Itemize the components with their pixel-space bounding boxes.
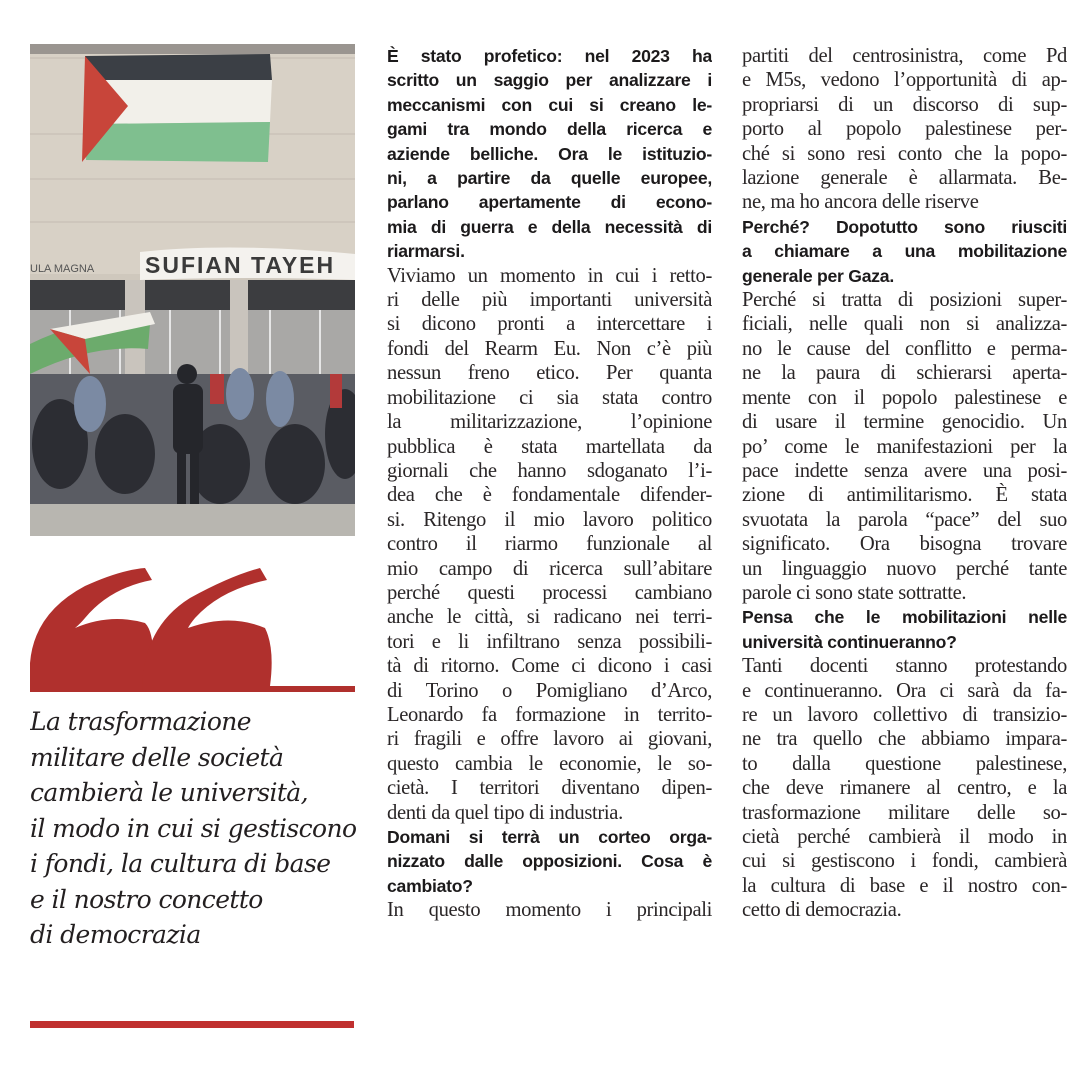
interview-answer-line: si dicono pronti a intercettare i (387, 313, 712, 336)
interview-answer-line: cietà perché cambierà il modo in (742, 826, 1067, 848)
interview-answer-line: la cultura di base e il nostro con- (742, 874, 1067, 897)
interview-answer-line: Leonardo fa formazione in territo- (387, 703, 712, 726)
interview-answer-line: perché questi processi cambiano (387, 581, 712, 604)
pull-quote-line: e il nostro concetto (30, 884, 263, 914)
interview-answer-line: mio campo di ricerca sull’abitare (387, 557, 712, 580)
interview-answer-line: ri delle più importanti università (387, 289, 712, 312)
interview-answer-line: porto al popolo palestinese per- (742, 118, 1067, 141)
interview-answer-line: denti da quel tipo di industria. (387, 801, 623, 824)
interview-answer-line: significato. Ora bisogna trovare (742, 533, 1067, 556)
interview-answer-line: ne tra quello che abbiamo impara- (742, 728, 1067, 751)
interview-answer-line: propriarsi di un discorso di sup- (742, 93, 1067, 116)
interview-question-line: a chiamare a una mobilitazione (742, 241, 1067, 262)
interview-answer-line: nessun freno etico. Per quanta (387, 362, 712, 385)
interview-answer-line: mobilitazione ci sia stata contro (387, 386, 712, 409)
interview-answer-line: cetto di democrazia. (742, 899, 902, 922)
interview-question-line: cambiato? (387, 875, 473, 896)
interview-answer-line: che deve rimanere al centro, e la (742, 777, 1067, 800)
interview-answer-line: trasformazione militare delle so- (742, 801, 1067, 824)
interview-question-line: aziende belliche. Ora le istituzio- (387, 143, 712, 164)
interview-answer-line: anche le città, si radicano nei terri- (387, 606, 712, 629)
interview-question-line: parlano apertamente di econo- (387, 192, 712, 213)
interview-answer-line: e continueranno. Ora ci sarà da fa- (742, 679, 1067, 702)
interview-answer-line: contro il riarmo funzionale al (387, 533, 712, 556)
interview-answer-line: cui si gestiscono i fondi, cambierà (742, 850, 1067, 873)
wall-sign-text: ULA MAGNA (30, 263, 95, 275)
interview-answer-line: Perché si tratta di posizioni super- (742, 289, 1067, 312)
banner-text: SUFIAN TAYEH (145, 252, 336, 278)
interview-answer-line: mente con il popolo palestinese e (742, 386, 1067, 409)
interview-answer-line: pace indette senza avere una posi- (742, 459, 1067, 482)
interview-question-line: È stato profetico: nel 2023 ha (387, 46, 712, 66)
interview-question-line: gami tra mondo della ricerca e (387, 119, 712, 140)
interview-answer-line: svuotata la parola “pace” del suo (742, 508, 1067, 531)
pull-quote-line: cambierà le università, (30, 778, 308, 807)
protest-photo (30, 44, 355, 536)
interview-answer-line: la militarizzazione, l’opinione (387, 411, 712, 434)
interview-answer-line: si. Ritengo il mio lavoro politico (387, 508, 712, 531)
interview-answer-line: pubblica è stata martellata da (387, 435, 712, 458)
interview-answer-line: ne, ma ho ancora delle riserve (742, 191, 979, 214)
interview-answer-line: tà di ritorno. Come ci dicono i casi (387, 655, 712, 678)
protest-photo-illustration (30, 44, 355, 536)
interview-answer-line: po’ come le manifestazioni per la (742, 435, 1067, 458)
interview-answer-line: In questo momento i principali (387, 899, 712, 922)
interview-question-line: riarmarsi. (387, 241, 465, 262)
interview-answer-line: fondi del Rearm Eu. Non c’è più (387, 337, 712, 360)
pull-quote-line: di democrazia (30, 920, 201, 949)
article-column-2 (387, 44, 712, 923)
interview-answer-line: tori e li infiltrano senza possibili- (387, 630, 712, 653)
interview-question-line: scritto un saggio per analizzare i (387, 70, 712, 91)
interview-question-line: università continueranno? (742, 631, 957, 652)
interview-answer-line: Tanti docenti stanno protestando (742, 655, 1067, 678)
quote-mark-icon (30, 568, 355, 692)
palestinian-flag-hanging (82, 54, 272, 162)
interview-answer-line: partiti del centrosinistra, come Pd (742, 45, 1067, 67)
pull-quote-line: militare delle società (30, 742, 284, 772)
interview-answer-line: un linguaggio nuovo perché tante (742, 557, 1067, 580)
interview-answer-line: ficiali, nelle quali non si analizza- (742, 313, 1067, 336)
pull-quote-line: La trasformazione (30, 707, 251, 736)
interview-answer-line: parole ci sono state sottratte. (742, 581, 967, 604)
interview-answer-line: Viviamo un momento in cui i retto- (387, 264, 712, 287)
interview-answer-line: re un lavoro collettivo di transizio- (742, 703, 1067, 726)
pull-quote-line: i fondi, la cultura di base (30, 849, 331, 878)
interview-question-line: Pensa che le mobilitazioni nelle (742, 607, 1067, 628)
interview-answer-line: cietà. I territori diventano dipen- (387, 777, 712, 800)
pull-quote (30, 704, 360, 953)
interview-answer-line: di usare il termine genocidio. Un (742, 411, 1067, 434)
interview-question-line: meccanismi con cui si creano le- (387, 94, 712, 115)
interview-answer-line: questo cambia le economie, le so- (387, 752, 712, 775)
interview-answer-line: lazione generale è allarmata. Be- (742, 167, 1067, 190)
article-column-3 (742, 44, 1067, 923)
pull-quote-line: il modo in cui si gestiscono (30, 813, 357, 843)
interview-answer-line: zione di antimilitarismo. È stata (742, 484, 1067, 507)
interview-answer-line: ri fragili e offre lavoro ai giovani, (387, 728, 712, 751)
interview-answer-line: no le cause del conflitto e perma- (742, 337, 1067, 360)
interview-answer-line: ché si sono resi conto che la popo- (742, 142, 1067, 165)
interview-answer-line: di Torino o Pomigliano d’Arco, (387, 679, 712, 702)
interview-question-line: Perché? Dopotutto sono riusciti (742, 216, 1067, 237)
pull-quote-rule (30, 1021, 354, 1028)
interview-question-line: nizzato dalle opposizioni. Cosa è (387, 851, 712, 872)
interview-question-line: generale per Gaza. (742, 265, 894, 286)
interview-answer-line: ne la paura di schierarsi aperta- (742, 362, 1067, 385)
interview-answer-line: to dalla questione palestinese, (742, 752, 1067, 775)
interview-question-line: ni, a partire da quelle europee, (387, 168, 712, 189)
interview-answer-line: dea che è fondamentale difender- (387, 484, 712, 507)
interview-question-line: Domani si terrà un corteo orga- (387, 827, 712, 847)
interview-question-line: mia di guerra e della necessità di (387, 216, 712, 237)
interview-answer-line: e M5s, vedono l’opportunità di ap- (742, 69, 1067, 92)
interview-answer-line: giornali che hanno sdoganato l’i- (387, 459, 712, 482)
